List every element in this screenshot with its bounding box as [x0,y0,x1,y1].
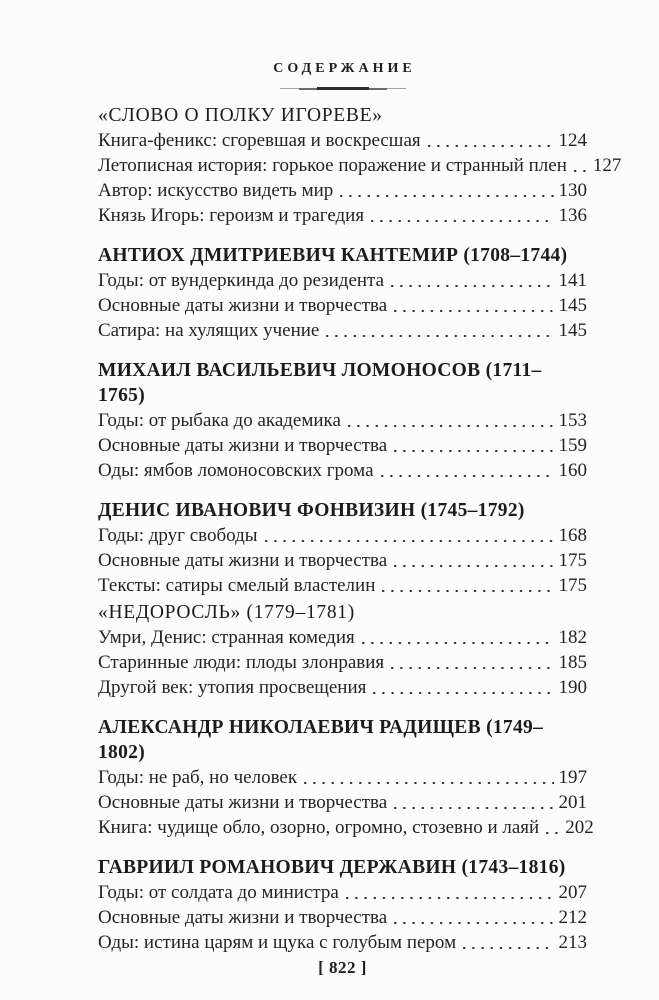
entry-title: Основные даты жизни и творчества [98,907,388,928]
toc-section [98,103,622,228]
entry-page-number: 124 [558,130,587,151]
dot-leader [346,897,554,899]
toc-entry [98,523,587,548]
toc-entry [98,268,587,293]
toc-entry [98,880,587,905]
dot-leader [574,170,588,172]
toc-entry [98,128,587,153]
entry-page-number: 213 [558,932,587,953]
toc-entry [98,293,587,318]
entry-title: Автор: искусство видеть мир [98,180,334,201]
toc-section [98,358,587,483]
dot-leader [394,565,553,567]
entry-title: Основные даты жизни и творчества [98,550,388,571]
entry-page-number: 182 [558,627,587,648]
entry-title: Годы: от солдата до министра [98,882,339,903]
entry-page-number: 145 [558,320,587,341]
entry-title: Умри, Денис: странная комедия [98,627,355,648]
dot-leader [373,692,553,694]
section-heading: «НЕДОРОСЛЬ» (1779–1781) [98,602,355,623]
dot-leader [394,450,553,452]
entry-title: Основные даты жизни и творчества [98,295,388,316]
entry-title: Сатира: на хулящих учение [98,320,320,341]
entry-page-number: 145 [558,295,587,316]
entry-title: Оды: истина царям и щука с голубым пером [98,932,457,953]
toc-entry [98,153,622,178]
entry-title: Годы: друг свободы [98,525,258,546]
toc-entry [98,548,587,573]
entry-page-number: 127 [592,155,622,176]
entry-title: Годы: от вундеркинда до резидента [98,270,385,291]
entry-page-number: 212 [558,907,587,928]
dot-leader [381,475,554,477]
entry-title: Тексты: сатиры смелый властелин [98,575,376,596]
dot-leader [382,590,553,592]
entry-page-number: 141 [558,270,587,291]
section-heading: АЛЕКСАНДР НИКОЛАЕВИЧ РАДИЩЕВ (1749–1802) [98,717,544,763]
entry-page-number: 175 [558,550,587,571]
toc-entry [98,203,587,228]
rule-thick-line [317,87,369,90]
entry-page-number: 201 [558,792,587,813]
entry-title: Книга-феникс: сгоревшая и воскресшая [98,130,421,151]
toc-entry [98,790,587,815]
toc-entry [98,675,587,700]
entry-page-number: 168 [558,525,587,546]
toc-section [98,600,587,700]
entry-page-number: 175 [558,575,587,596]
dot-leader [546,832,560,834]
entry-title: Основные даты жизни и творчества [98,435,388,456]
entry-page-number: 136 [558,205,587,226]
toc-section [98,855,587,955]
toc-section [98,243,587,343]
entry-page-number: 202 [565,817,594,838]
entry-page-number: 160 [558,460,587,481]
entry-page-number: 207 [558,882,587,903]
folio-page-number: [ 822 ] [318,958,367,977]
entry-title: Оды: ямбов ломоносовских грома [98,460,374,481]
dot-leader [394,310,553,312]
entry-title: Основные даты жизни и творчества [98,792,388,813]
dot-leader [394,922,553,924]
toc-entry [98,905,587,930]
entry-title: Князь Игорь: героизм и трагедия [98,205,365,226]
section-heading: ГАВРИИЛ РОМАНОВИЧ ДЕРЖАВИН (1743–1816) [98,857,566,878]
dot-leader [394,807,553,809]
entry-title: Книга: чудище обло, озорно, огромно, стозевно и лаяй [98,817,540,838]
dot-leader [340,195,553,197]
dot-leader [428,145,554,147]
section-heading: «СЛОВО О ПОЛКУ ИГОРЕВЕ» [98,105,383,126]
section-heading: ДЕНИС ИВАНОВИЧ ФОНВИЗИН (1745–1792) [98,500,525,521]
toc-entry [98,408,587,433]
toc-section [98,715,594,840]
entry-title: Годы: от рыбака до академика [98,410,341,431]
toc-entry [98,765,587,790]
dot-leader [463,947,553,949]
header-rule [280,87,406,90]
toc-entry [98,178,587,203]
toc-entry [98,625,587,650]
entry-page-number: 130 [558,180,587,201]
toc-entry [98,930,587,955]
dot-leader [326,335,553,337]
dot-leader [391,667,553,669]
entry-page-number: 159 [558,435,587,456]
section-heading: МИХАИЛ ВАСИЛЬЕВИЧ ЛОМОНОСОВ (1711–1765) [98,360,542,406]
dot-leader [265,540,554,542]
toc-entry [98,650,587,675]
dot-leader [362,642,554,644]
dot-leader [391,285,553,287]
section-heading: АНТИОХ ДМИТРИЕВИЧ КАНТЕМИР (1708–1744) [98,245,568,266]
dot-leader [304,782,553,784]
toc-entry [98,573,587,598]
entry-title: Другой век: утопия просвещения [98,677,367,698]
toc-entry [98,458,587,483]
toc-section [98,498,587,598]
entry-title: Годы: не раб, но человек [98,767,298,788]
toc [98,103,622,955]
page-title: СОДЕРЖАНИЕ [273,61,416,76]
entry-title: Летописная история: горькое поражение и странный плен [98,155,567,176]
toc-entry [98,318,587,343]
entry-page-number: 185 [558,652,587,673]
toc-entry [98,815,594,840]
entry-page-number: 190 [558,677,587,698]
dot-leader [348,425,554,427]
entry-page-number: 153 [558,410,587,431]
entry-title: Старинные люди: плоды злонравия [98,652,385,673]
entry-page-number: 197 [558,767,587,788]
toc-entry [98,433,587,458]
dot-leader [371,220,553,222]
